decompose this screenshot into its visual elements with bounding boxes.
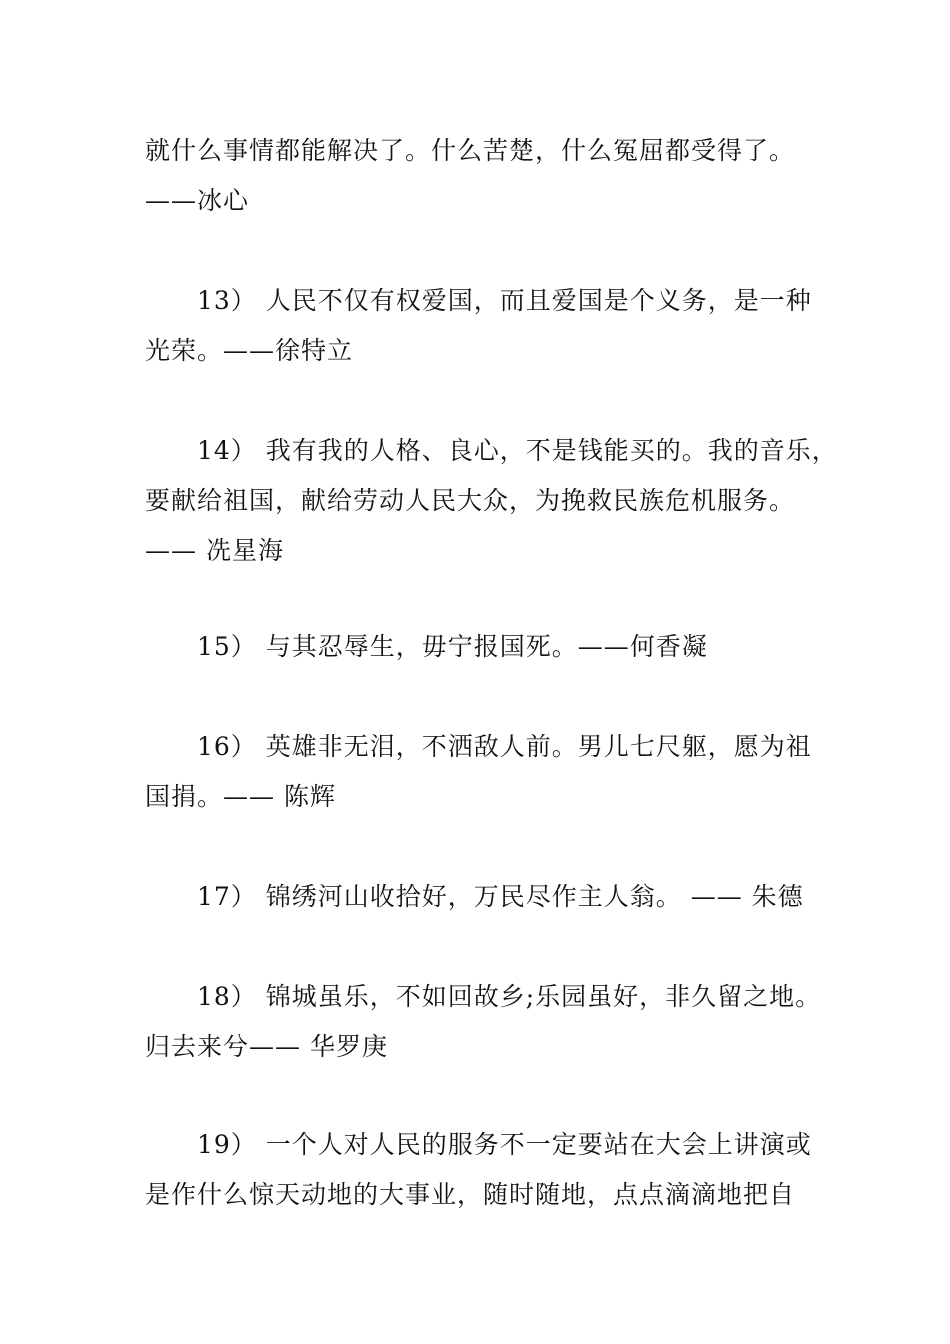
text-line: 15） 与其忍辱生，毋宁报国死。——何香凝 xyxy=(197,632,708,661)
text-line: 16） 英雄非无泪，不洒敌人前。男儿七尺躯，愿为祖 xyxy=(197,732,812,761)
quote-paragraph-16 xyxy=(145,722,835,822)
quote-paragraph-15 xyxy=(145,622,835,672)
quote-paragraph-19 xyxy=(145,1120,835,1220)
text-line: 就什么事情都能解决了。什么苦楚，什么冤屈都受得了。 xyxy=(145,136,796,165)
text-line: 光荣。——徐特立 xyxy=(145,336,354,365)
text-line: 是作什么惊天动地的大事业，随时随地，点点滴滴地把自 xyxy=(145,1180,796,1209)
quote-paragraph-14 xyxy=(145,426,838,576)
quote-paragraph-17 xyxy=(145,872,835,922)
text-line: 19） 一个人对人民的服务不一定要站在大会上讲演或 xyxy=(197,1130,812,1159)
text-line: 要献给祖国，献给劳动人民大众，为挽救民族危机服务。 xyxy=(145,486,796,515)
text-line: 13） 人民不仅有权爱国，而且爱国是个义务，是一种 xyxy=(197,286,812,315)
text-line: 国捐。—— 陈辉 xyxy=(145,782,336,811)
quote-paragraph-continuation xyxy=(145,126,835,226)
text-line: —— 冼星海 xyxy=(145,536,284,565)
quote-paragraph-13 xyxy=(145,276,835,376)
text-line: 18） 锦城虽乐，不如回故乡;乐园虽好，非久留之地。 xyxy=(197,982,822,1011)
text-line: 归去来兮—— 华罗庚 xyxy=(145,1032,388,1061)
text-line: 17） 锦绣河山收拾好，万民尽作主人翁。 —— 朱德 xyxy=(197,882,804,911)
text-line: ——冰心 xyxy=(145,186,250,215)
quote-paragraph-18 xyxy=(145,972,835,1072)
text-line: 14） 我有我的人格、良心，不是钱能买的。我的音乐， xyxy=(197,436,838,465)
